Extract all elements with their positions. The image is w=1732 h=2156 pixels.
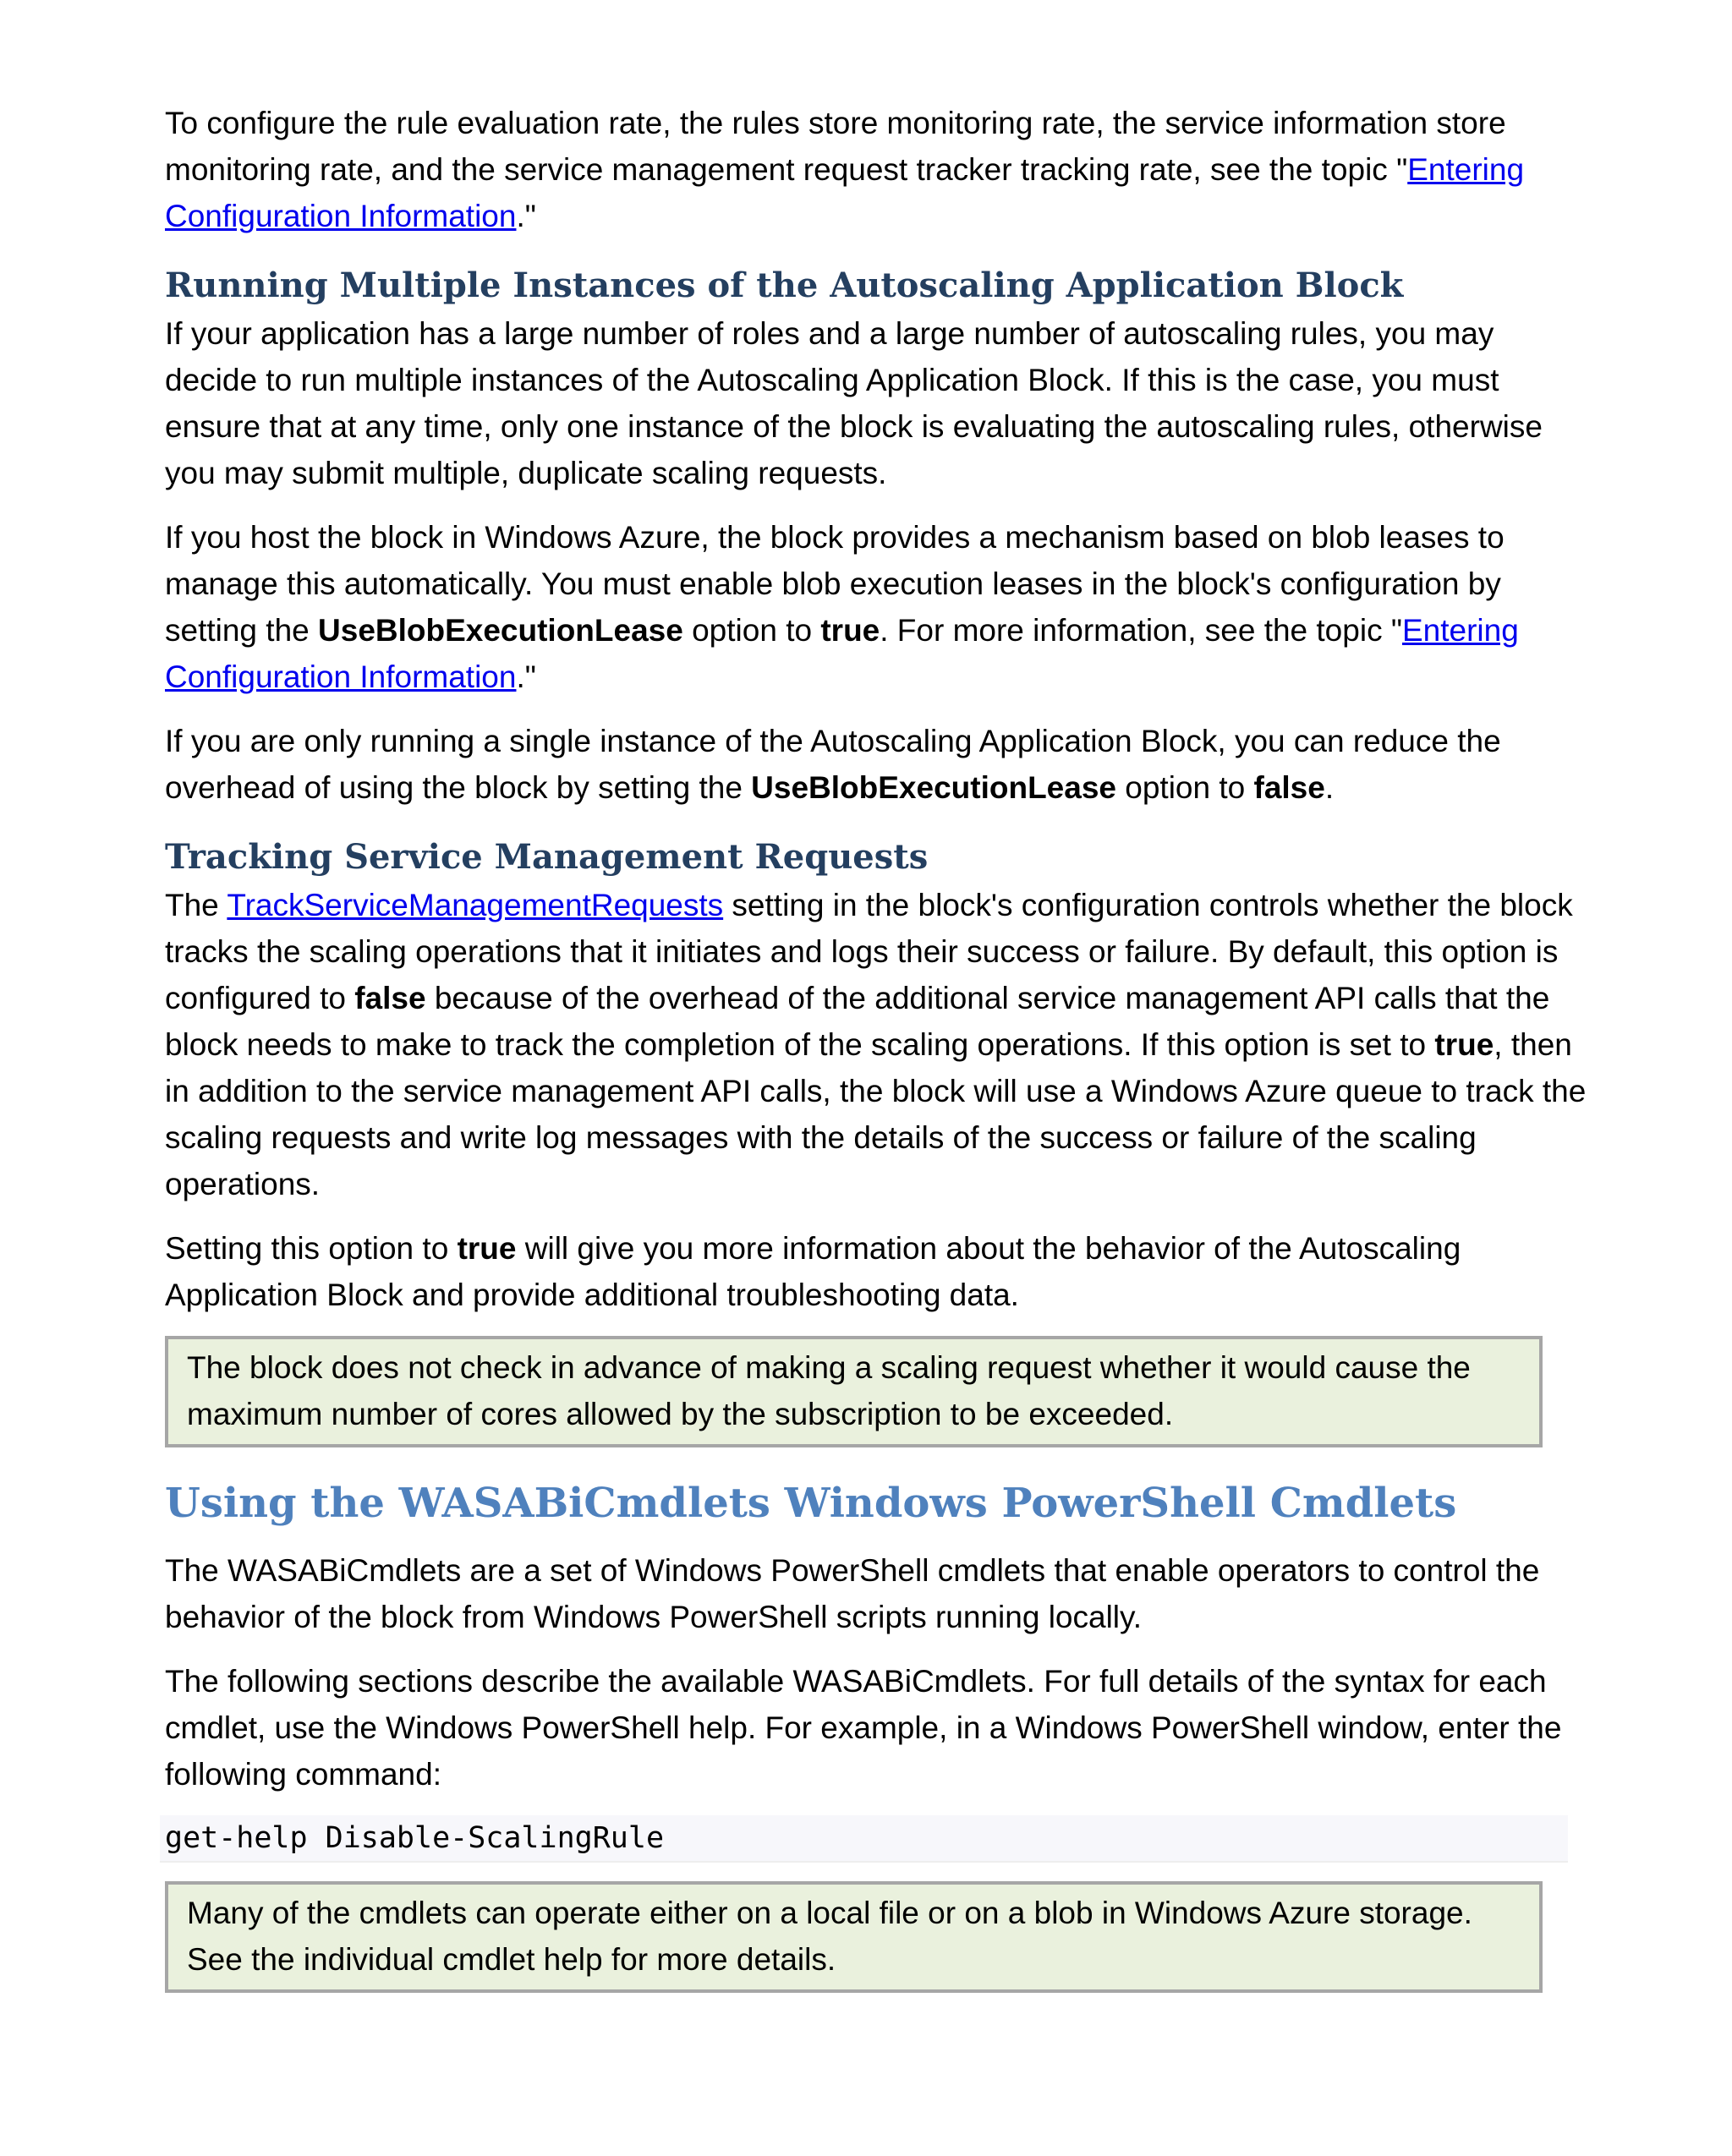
text-run: will give you more information about the behavior of the Autoscaling Application Block and provide additional troubleshooting data. <box>165 1231 1461 1312</box>
text-run: Setting this option to <box>165 1231 458 1266</box>
bold-value: false <box>354 981 426 1015</box>
bold-option-name: UseBlobExecutionLease <box>318 613 683 648</box>
multiple-instances-heading: Running Multiple Instances of the Autoscaling Application Block <box>165 265 1404 305</box>
wasabi-cmdlets-paragraph-1: The WASABiCmdlets are a set of Windows PowerShell cmdlets that enable operators to control the behavior of the block from Windows PowerShell scripts running locally. <box>165 1553 1540 1634</box>
text-run: . For more information, see the topic " <box>880 613 1402 648</box>
entering-configuration-link[interactable]: Entering Configuration Information <box>165 613 1519 694</box>
text-run: setting in the block's configuration controls whether the block tracks the scaling operations that it initiates and logs their success or failure. By default, this option is configured to <box>165 888 1573 1015</box>
bold-value: true <box>457 1231 517 1266</box>
multiple-instances-paragraph-1: If your application has a large number of roles and a large number of autoscaling rules, you may decide to run multiple instances of the Autoscaling Application Block. If this is the case, you must ensure that at any time, only one instance of the block is evaluating the autoscaling rules, otherwise you may submit multiple, duplicate scaling requests. <box>165 316 1543 490</box>
bold-value: true <box>1434 1027 1494 1062</box>
tracking-requests-paragraph-1 <box>165 882 1590 1207</box>
text-run: option to <box>1115 770 1254 805</box>
tracking-requests-paragraph-2 <box>165 1225 1590 1318</box>
text-run: ." <box>516 659 536 694</box>
intro-paragraph <box>165 100 1590 239</box>
text-run: The <box>165 888 227 922</box>
intro-end: ." <box>516 199 536 233</box>
wasabi-cmdlets-heading: Using the WASABiCmdlets Windows PowerShell Cmdlets <box>165 1480 1457 1527</box>
text-run: . <box>1324 770 1335 805</box>
text-run: If you are only running a single instance of the Autoscaling Application Block, you can reduce the overhead of using the block by setting the <box>165 724 1501 805</box>
multiple-instances-paragraph-3 <box>165 718 1590 811</box>
text-run: , then in addition to the service management API calls, the block will use a Windows Azure queue to track the scaling requests and write log messages with the details of the success or failure of the scaling operations. <box>165 1027 1587 1201</box>
tracking-requests-heading: Tracking Service Management Requests <box>165 837 929 877</box>
text-run: because of the overhead of the additional service management API calls that the block needs to make to track the completion of the scaling operations. If this option is set to <box>165 981 1550 1062</box>
wasabi-cmdlets-paragraph-2: The following sections describe the available WASABiCmdlets. For full details of the syntax for each cmdlet, use the Windows PowerShell help. For example, in a Windows PowerShell window, enter the following command: <box>165 1664 1562 1792</box>
bold-value: true <box>820 613 880 648</box>
multiple-instances-paragraph-2 <box>165 514 1590 700</box>
text-run: If you host the block in Windows Azure, the block provides a mechanism based on blob leases to manage this automatically. You must enable blob execution leases in the block's configuration by setting the <box>165 520 1505 648</box>
intro-text: To configure the rule evaluation rate, the rules store monitoring rate, the service information store monitoring rate, and the service management request tracker tracking rate, see the topic " <box>165 106 1506 187</box>
bold-value: false <box>1253 770 1325 805</box>
text-run: option to <box>682 613 821 648</box>
document-page <box>165 100 1590 2010</box>
track-service-management-requests-link[interactable]: TrackServiceManagementRequests <box>227 888 724 922</box>
bold-option-name: UseBlobExecutionLease <box>751 770 1116 805</box>
entering-configuration-link[interactable]: Entering Configuration Information <box>165 152 1525 233</box>
note-box-cmdlets: Many of the cmdlets can operate either on a local file or on a blob in Windows Azure storage. See the individual cmdlet help for more details. <box>165 1881 1543 1993</box>
note-box-cores: The block does not check in advance of making a scaling request whether it would cause the maximum number of cores allowed by the subscription to be exceeded. <box>165 1336 1543 1447</box>
code-block: get-help Disable-ScalingRule <box>160 1815 1568 1863</box>
